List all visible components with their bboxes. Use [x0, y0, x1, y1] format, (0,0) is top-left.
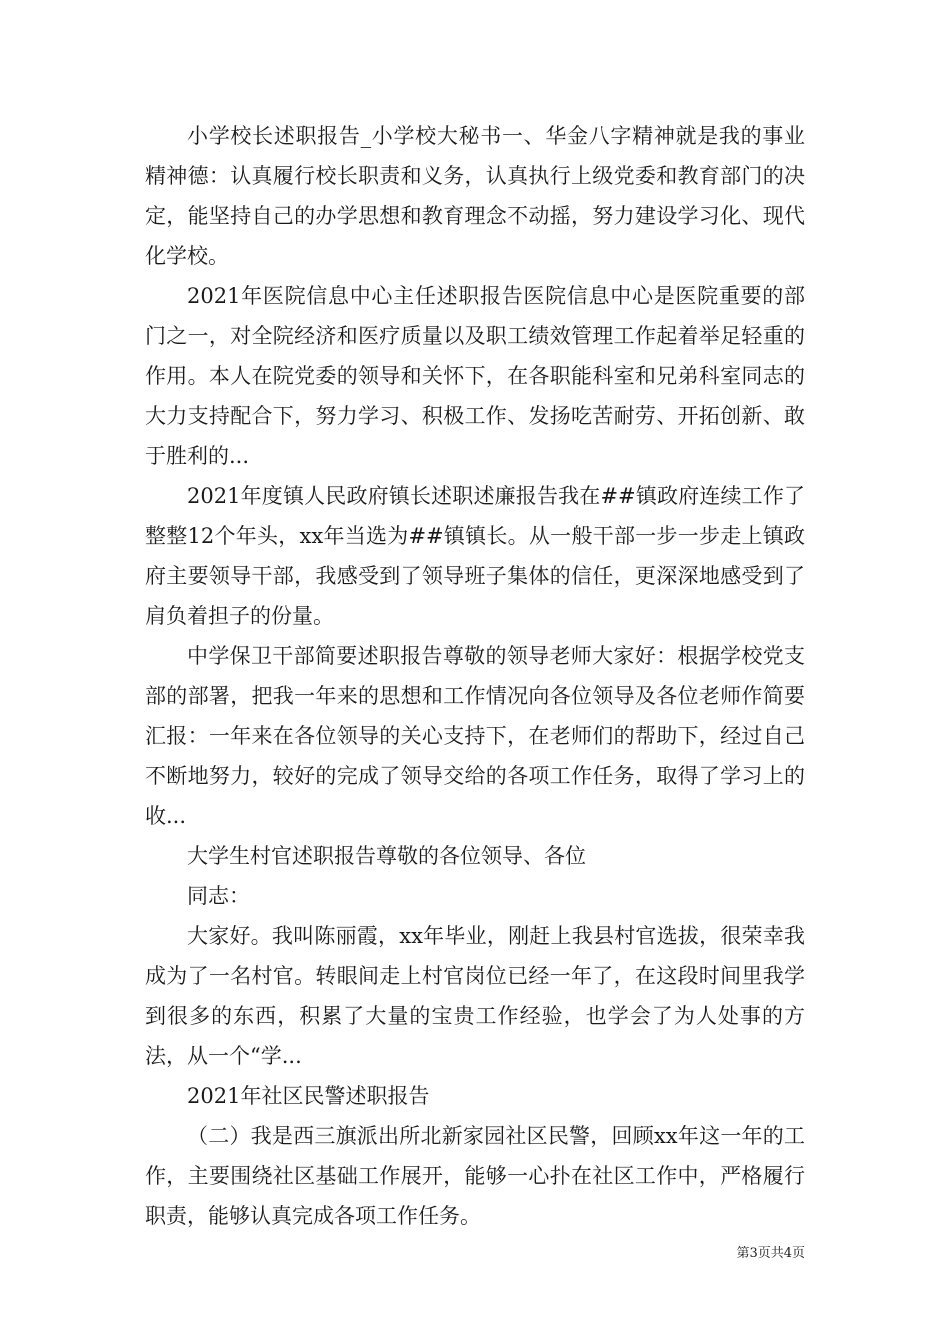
- paragraph-police-body: （二）我是西三旗派出所北新家园社区民警，回顾xx年这一年的工作，主要围绕社区基础工作展开，能够一心扑在社区工作中，严格履行职责，能够认真完成各项工作任务。: [145, 1124, 805, 1228]
- paragraph-principal-report: 小学校长述职报告_小学校大秘书一、华金八字精神就是我的事业精神德：认真履行校长职责和义务，认真执行上级党委和教育部门的决定，能坚持自己的办学思想和教育理念不动摇，努力建设学习化、现代化学校。: [145, 124, 805, 268]
- document-body: [145, 116, 805, 1236]
- paragraph-school-security: 中学保卫干部简要述职报告尊敬的领导老师大家好：根据学校党支部的部署，把我一年来的思想和工作情况向各位领导及各位老师作简要汇报：一年来在各位领导的关心支持下，在老师们的帮助下，经过自己不断地努力，较好的完成了领导交给的各项工作任务，取得了学习上的收...: [145, 644, 805, 828]
- paragraph-village-official-body: 大家好。我叫陈丽霞，xx年毕业，刚赶上我县村官选拔，很荣幸我成为了一名村官。转眼间走上村官岗位已经一年了，在这段时间里我学到很多的东西，积累了大量的宝贵工作经验，也学会了为人处事的方法，从一个“学...: [145, 924, 805, 1068]
- page-number: 第3页共4页: [736, 1246, 805, 1261]
- paragraph-police-heading: 2021年社区民警述职报告: [187, 1084, 430, 1108]
- paragraph-town-mayor: 2021年度镇人民政府镇长述职述廉报告我在##镇政府连续工作了整整12个年头，xx年当选为##镇镇长。从一般干部一步一步走上镇政府主要领导干部，我感受到了领导班子集体的信任，更深深地感受到了肩负着担子的份量。: [145, 484, 805, 628]
- paragraph-village-official-heading: 大学生村官述职报告尊敬的各位领导、各位: [187, 844, 586, 868]
- paragraph-hospital-info-center: 2021年医院信息中心主任述职报告医院信息中心是医院重要的部门之一，对全院经济和医疗质量以及职工绩效管理工作起着举足轻重的作用。本人在院党委的领导和关怀下，在各职能科室和兄弟科室同志的大力支持配合下，努力学习、积极工作、发扬吃苦耐劳、开拓创新、敢于胜利的...: [145, 284, 805, 468]
- paragraph-salutation: 同志：: [187, 884, 250, 908]
